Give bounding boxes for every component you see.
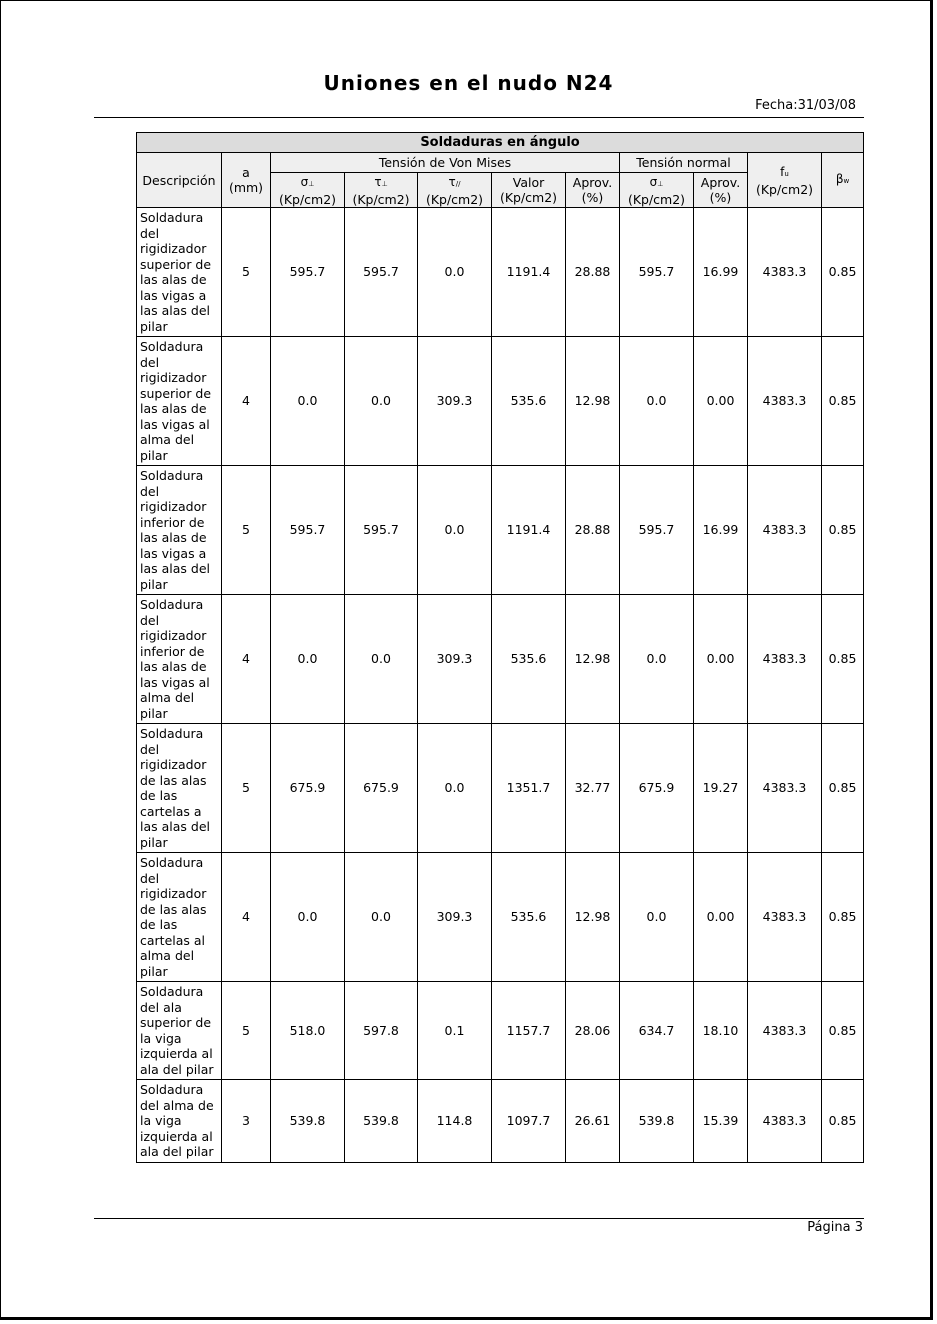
header-sigma-sub: ⊥ (308, 179, 315, 188)
cell-sigma-n: 595.7 (620, 466, 694, 595)
cell-fu: 4383.3 (748, 337, 822, 466)
cell-tau-par: 114.8 (418, 1080, 492, 1163)
cell-tau-par: 0.1 (418, 982, 492, 1080)
header-tau-perp-symbol: τ (374, 174, 382, 189)
cell-a: 4 (222, 853, 271, 982)
cell-beta: 0.85 (822, 208, 864, 337)
cell-sigma-n: 595.7 (620, 208, 694, 337)
cell-aprov-n: 0.00 (694, 595, 748, 724)
header-a (222, 153, 271, 208)
cell-valor: 1191.4 (492, 208, 566, 337)
cell-tau-perp: 597.8 (345, 982, 418, 1080)
table-row (137, 853, 864, 982)
cell-fu: 4383.3 (748, 724, 822, 853)
cell-tau-par: 0.0 (418, 466, 492, 595)
cell-tau-perp: 675.9 (345, 724, 418, 853)
cell-aprov: 28.06 (566, 982, 620, 1080)
cell-tau-perp: 595.7 (345, 466, 418, 595)
cell-sigma-n: 0.0 (620, 853, 694, 982)
header-aprov-n-label: Aprov. (700, 175, 741, 190)
cell-desc: Soldadura del rigidizador de las alas de las cartelas a las alas del pilar (137, 724, 222, 853)
header-tau-par-unit: (Kp/cm2) (425, 191, 484, 207)
cell-beta: 0.85 (822, 1080, 864, 1163)
cell-tau-par: 309.3 (418, 595, 492, 724)
cell-sigma: 0.0 (271, 595, 345, 724)
header-rule (94, 117, 864, 118)
cell-fu: 4383.3 (748, 466, 822, 595)
header-sigma-n-unit: (Kp/cm2) (627, 191, 686, 207)
cell-a: 5 (222, 466, 271, 595)
page-title: Uniones en el nudo N24 (323, 71, 614, 95)
cell-desc: Soldadura del rigidizador inferior de las alas de las vigas a las alas del pilar (137, 466, 222, 595)
cell-beta: 0.85 (822, 982, 864, 1080)
cell-aprov-n: 18.10 (694, 982, 748, 1080)
cell-sigma-n: 634.7 (620, 982, 694, 1080)
cell-tau-par: 309.3 (418, 853, 492, 982)
cell-sigma-n: 0.0 (620, 595, 694, 724)
header-aprov-normal (694, 173, 748, 208)
cell-aprov: 26.61 (566, 1080, 620, 1163)
header-descripcion: Descripción (137, 153, 222, 208)
header-aprov-label: Aprov. (572, 175, 613, 190)
header-tau-par (418, 173, 492, 208)
cell-a: 5 (222, 208, 271, 337)
cell-valor: 1157.7 (492, 982, 566, 1080)
table-row (137, 337, 864, 466)
header-tau-perp-unit: (Kp/cm2) (352, 191, 410, 207)
cell-sigma-n: 675.9 (620, 724, 694, 853)
cell-valor: 1191.4 (492, 466, 566, 595)
table-row (137, 208, 864, 337)
cell-tau-perp: 0.0 (345, 337, 418, 466)
cell-fu: 4383.3 (748, 208, 822, 337)
cell-desc: Soldadura del alma de la viga izquierda al ala del pilar (137, 1080, 222, 1163)
cell-aprov: 32.77 (566, 724, 620, 853)
header-sigma-perp (271, 173, 345, 208)
cell-valor: 535.6 (492, 337, 566, 466)
cell-desc: Soldadura del ala superior de la viga izquierda al ala del pilar (137, 982, 222, 1080)
header-von-mises: Tensión de Von Mises (271, 153, 620, 173)
cell-sigma: 595.7 (271, 466, 345, 595)
cell-desc: Soldadura del rigidizador inferior de las alas de las vigas al alma del pilar (137, 595, 222, 724)
header-fu-symbol: f (780, 164, 785, 179)
cell-aprov-n: 0.00 (694, 853, 748, 982)
date-label: Fecha:31/03/08 (755, 98, 856, 113)
page-number: Página 3 (807, 1220, 863, 1235)
cell-valor: 1351.7 (492, 724, 566, 853)
cell-aprov-n: 16.99 (694, 466, 748, 595)
cell-beta: 0.85 (822, 466, 864, 595)
header-fu-sub: u (784, 169, 789, 178)
welds-table (136, 132, 864, 1163)
header-a-unit: (mm) (228, 180, 264, 195)
cell-aprov-n: 19.27 (694, 724, 748, 853)
cell-sigma: 518.0 (271, 982, 345, 1080)
cell-sigma: 595.7 (271, 208, 345, 337)
cell-tau-par: 0.0 (418, 724, 492, 853)
cell-sigma-n: 539.8 (620, 1080, 694, 1163)
header-sigma-n-symbol: σ (649, 174, 658, 189)
table-row (137, 1080, 864, 1163)
header-aprov-unit: (%) (581, 190, 604, 205)
cell-desc: Soldadura del rigidizador de las alas de las cartelas al alma del pilar (137, 853, 222, 982)
cell-valor: 1097.7 (492, 1080, 566, 1163)
header-beta-sub: w (843, 177, 850, 185)
cell-desc: Soldadura del rigidizador superior de las alas de las vigas a las alas del pilar (137, 208, 222, 337)
header-valor-label: Valor (512, 175, 545, 190)
table-row (137, 595, 864, 724)
cell-tau-perp: 595.7 (345, 208, 418, 337)
cell-fu: 4383.3 (748, 853, 822, 982)
cell-tau-par: 0.0 (418, 208, 492, 337)
header-valor-unit: (Kp/cm2) (499, 190, 558, 205)
cell-tau-perp: 0.0 (345, 853, 418, 982)
header-tension-normal: Tensión normal (620, 153, 748, 173)
cell-sigma: 539.8 (271, 1080, 345, 1163)
cell-sigma: 675.9 (271, 724, 345, 853)
cell-sigma-n: 0.0 (620, 337, 694, 466)
header-sigma-n-sub: ⊥ (657, 179, 664, 188)
cell-a: 3 (222, 1080, 271, 1163)
cell-aprov: 28.88 (566, 466, 620, 595)
cell-aprov: 28.88 (566, 208, 620, 337)
header-tau-par-sub: // (455, 179, 461, 188)
cell-fu: 4383.3 (748, 595, 822, 724)
cell-aprov: 12.98 (566, 595, 620, 724)
cell-aprov-n: 16.99 (694, 208, 748, 337)
cell-aprov-n: 0.00 (694, 337, 748, 466)
header-beta-symbol: β (835, 172, 844, 186)
cell-a: 4 (222, 595, 271, 724)
header-fu (748, 153, 822, 208)
header-a-label: a (242, 165, 250, 180)
table-row (137, 466, 864, 595)
header-sigma-unit: (Kp/cm2) (278, 191, 337, 207)
header-aprov (566, 173, 620, 208)
cell-aprov-n: 15.39 (694, 1080, 748, 1163)
cell-beta: 0.85 (822, 853, 864, 982)
header-sigma-perp-normal (620, 173, 694, 208)
cell-sigma: 0.0 (271, 853, 345, 982)
cell-tau-par: 309.3 (418, 337, 492, 466)
header-fu-unit: (Kp/cm2) (755, 181, 814, 197)
header-beta (822, 153, 864, 208)
header-sigma-symbol: σ (300, 174, 309, 189)
cell-fu: 4383.3 (748, 1080, 822, 1163)
cell-sigma: 0.0 (271, 337, 345, 466)
cell-beta: 0.85 (822, 595, 864, 724)
table-caption: Soldaduras en ángulo (137, 133, 864, 153)
header-tau-perp-sub: ⊥ (381, 179, 388, 188)
cell-tau-perp: 539.8 (345, 1080, 418, 1163)
cell-fu: 4383.3 (748, 982, 822, 1080)
table-row (137, 724, 864, 853)
cell-a: 4 (222, 337, 271, 466)
header-tau-perp (345, 173, 418, 208)
table-row (137, 982, 864, 1080)
cell-valor: 535.6 (492, 595, 566, 724)
cell-a: 5 (222, 724, 271, 853)
cell-valor: 535.6 (492, 853, 566, 982)
cell-aprov: 12.98 (566, 853, 620, 982)
cell-aprov: 12.98 (566, 337, 620, 466)
footer-rule (94, 1218, 864, 1219)
header-tau-par-symbol: τ (448, 174, 456, 189)
header-valor (492, 173, 566, 208)
cell-a: 5 (222, 982, 271, 1080)
cell-desc: Soldadura del rigidizador superior de las alas de las vigas al alma del pilar (137, 337, 222, 466)
cell-tau-perp: 0.0 (345, 595, 418, 724)
cell-beta: 0.85 (822, 337, 864, 466)
cell-beta: 0.85 (822, 724, 864, 853)
header-aprov-n-unit: (%) (709, 190, 732, 205)
